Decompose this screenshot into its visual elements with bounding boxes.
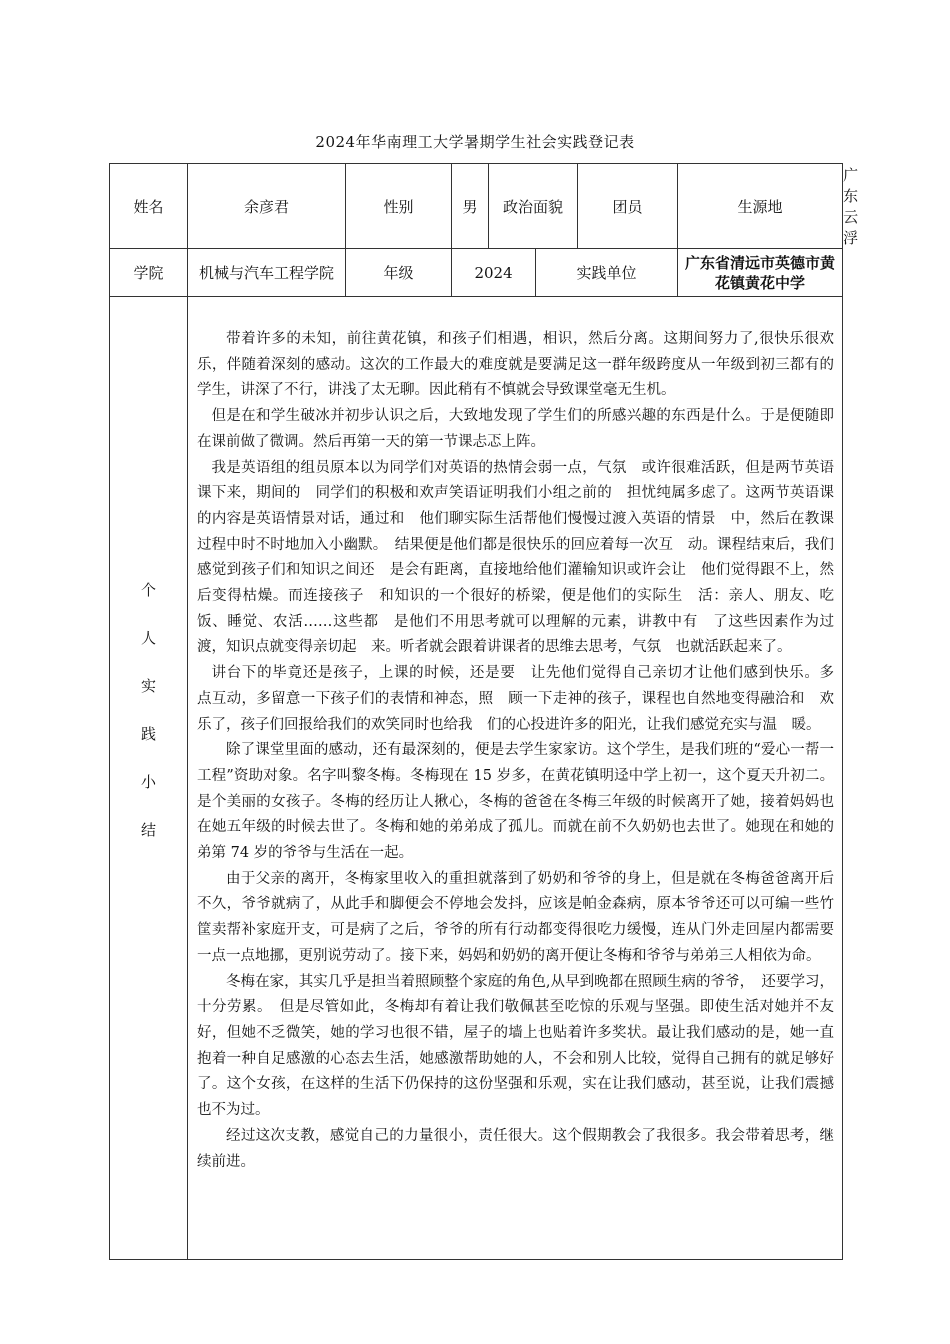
unit-label: 实践单位: [536, 249, 678, 297]
name-value: 余彦君: [188, 164, 346, 249]
gender-value: 男: [452, 164, 489, 249]
paragraph: 带着许多的未知，前往黄花镇，和孩子们相遇，相识，然后分离。这期间努力了,很快乐很欢乐，伴随着深刻的感动。这次的工作最大的难度就是要满足这一群年级跨度从一年级到初三都有的学生，讲深了不行，讲浅了太无聊。因此稍有不慎就会导致课堂毫无生机。: [197, 331, 835, 399]
row-personal: 姓名 余彦君 性别 男 政治面貌 团员 生源地 广东云浮: [110, 164, 843, 249]
side-char: 实: [140, 677, 156, 695]
paragraph: 我是英语组的组员原本以为同学们对英语的热情会弱一点，气氛 或许很难活跃，但是两节英语课下来，期间的 同学们的积极和欢声笑语证明我们小组之前的 担忧纯属多虑了。这两节英语课的内容是英语情景对话，通过和 他们聊实际生活帮他们慢慢过渡入英语的情景 中，然后在教课过程中时不时地加入小幽默。 结果便是他们都是很快乐的回应着每一次互 动。课程结束后，我们感觉到孩子们和知识之间还 是会有距离，直接地给他们灌输知识或许会让 他们觉得跟不上，然后变得枯燥。而连接孩子 和知识的一个很好的桥梁，便是他们的实际生 活：亲人、朋友、吃饭、睡觉、农活……这些都 是他们不用思考就可以理解的元素，讲教中有 了这些因素作为过渡，知识点就变得亲切起 来。听者就会跟着讲课者的思维去思考，气氛 也就活跃起来了。: [197, 459, 835, 656]
college-value: 机械与汽车工程学院: [188, 249, 346, 297]
grade-value: 2024: [452, 249, 536, 297]
side-char: 小: [140, 773, 156, 791]
form-title: 2024年华南理工大学暑期学生社会实践登记表: [315, 133, 635, 151]
origin-label: 生源地: [678, 164, 843, 249]
summary-body: [188, 297, 849, 1260]
college-label: 学院: [110, 249, 188, 297]
side-char: 个: [140, 581, 156, 599]
paragraph: 冬梅在家，其实几乎是担当着照顾整个家庭的角色,从早到晚都在照顾生病的爷爷， 还要学习，十分劳累。 但是尽管如此，冬梅却有着让我们敬佩甚至吃惊的乐观与坚强。即使生活对她并不友好，但她不乏微笑，她的学习也很不错，屋子的墙上也贴着许多奖状。最让我们感动的是，她一直抱着一种自足感激的心态去生活，她感激帮助她的人，不会和别人比较，觉得自己拥有的就足够好了。这个女孩，在这样的生活下仍保持的这份坚强和乐观，实在让我们感动，甚至说，让我们震撼也不为过。: [197, 973, 835, 1119]
gender-label: 性别: [346, 164, 452, 249]
row-summary: [110, 297, 843, 1260]
political-value: 团员: [578, 164, 678, 249]
paragraph: 但是在和学生破冰并初步认识之后，大致地发现了学生们的所感兴趣的东西是什么。于是便随即在课前做了微调。然后再第一天的第一节课忐忑上阵。: [197, 408, 835, 450]
side-char: 结: [140, 821, 156, 839]
side-char: 践: [140, 725, 156, 743]
summary-side-label: [110, 297, 188, 1260]
political-label: 政治面貌: [489, 164, 578, 249]
name-label: 姓名: [110, 164, 188, 249]
paragraph: 讲台下的毕竟还是孩子，上课的时候，还是要 让先他们觉得自己亲切才让他们感到快乐。多 点互动，多留意一下孩子们的表情和神态，照 顾一下走神的孩子，课程也自然地变得融洽和 欢乐了，孩子们回报给我们的欢笑同时也给我 们的心投进许多的阳光，让我们感觉充实与温 暖。: [197, 665, 849, 733]
row-college: [110, 249, 843, 297]
grade-label: 年级: [346, 249, 452, 297]
registration-table: [109, 163, 859, 1260]
unit-value: 广东省清远市英德市黄花镇黄花中学: [678, 249, 843, 297]
side-char: 人: [140, 629, 156, 647]
paragraph: 经过这次支教，感觉自己的力量很小，责任很大。这个假期教会了我很多。我会带着思考，继续前进。: [197, 1127, 835, 1170]
paragraph: 由于父亲的离开，冬梅家里收入的重担就落到了奶奶和爷爷的身上，但是就在冬梅爸爸离开后不久，爷爷就病了，从此手和脚便会不停地会发抖，应该是帕金森病，原本爷爷还可以可编一些竹筐卖帮补家庭开支，可是病了之后，爷爷的所有行动都变得很吃力缓慢，连从门外走回屋内都需要一点一点地挪，更别说劳动了。接下来，妈妈和奶奶的离开便让冬梅和爷爷与弟弟三人相依为命。: [197, 870, 835, 964]
paragraph: 除了课堂里面的感动，还有最深刻的，便是去学生家家访。这个学生，是我们班的“爱心一帮一工程”资助对象。名字叫黎冬梅。冬梅现在 15 岁多，在黄花镇明迳中学上初一，这个夏天升初二。是个美丽的女孩子。冬梅的经历让人揪心，冬梅的爸爸在冬梅三年级的时候离开了她，接着妈妈也在她五年级的时候去世了。冬梅和她的弟弟成了孤儿。而就在前不久奶奶也去世了。她现在和她的弟第 74 岁的爷爷与生活在一起。: [197, 742, 835, 862]
